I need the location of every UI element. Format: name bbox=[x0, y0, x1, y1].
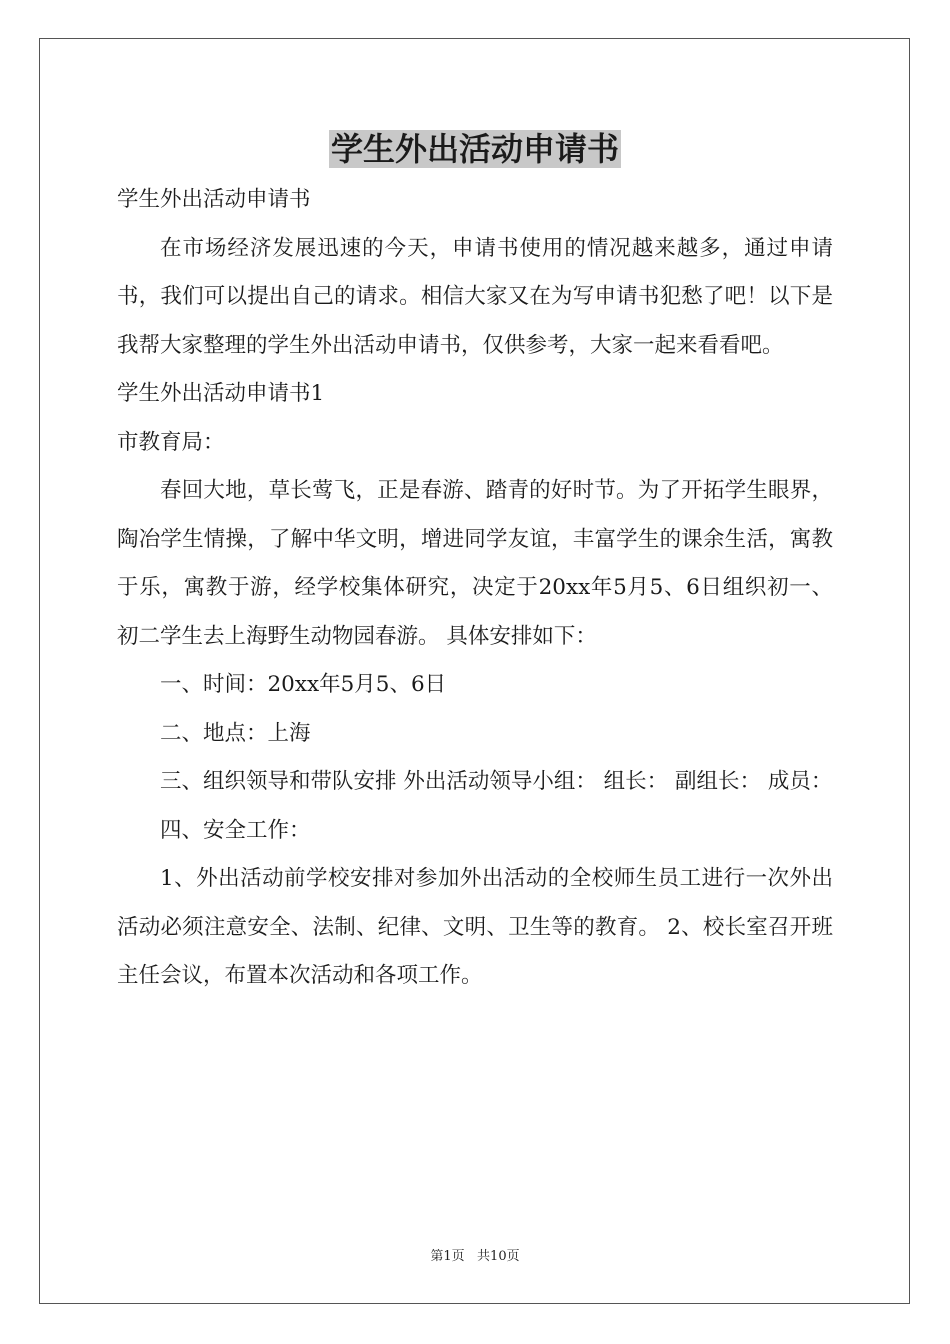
page-number: 第1页 共10页 bbox=[430, 1249, 520, 1264]
paragraph-location: 二、地点：上海 bbox=[160, 720, 311, 746]
paragraph-subtitle: 学生外出活动申请书 bbox=[117, 187, 311, 212]
paragraph-time: 一、时间：20xx年5月5、6日 bbox=[160, 672, 447, 697]
paragraph-salutation: 市教育局： bbox=[117, 429, 225, 455]
paragraph-organization: 三、组织领导和带队安排 外出活动领导小组： 组长： 副组长： 成员： bbox=[160, 769, 833, 794]
paragraph-heading-1: 学生外出活动申请书1 bbox=[117, 381, 325, 406]
paragraph-body: 春回大地，草长莺飞，正是春游、踏青的好时节。为了开拓学生眼界，陶冶学生情操，了解中华文明，增进同学友谊，丰富学生的课余生活，寓教于乐，寓教于游，经学校集体研究，决定于20xx年5月5、6日组织初一、初二学生去上海野生动物园春游。 具体安排如下： bbox=[117, 478, 833, 649]
page-footer bbox=[0, 1248, 950, 1266]
document-title-text: 学生外出活动申请书 bbox=[330, 130, 619, 168]
document-title bbox=[0, 128, 950, 170]
paragraph-safety-items: 1、外出活动前学校安排对参加外出活动的全校师生员工进行一次外出活动必须注意安全、法制、纪律、文明、卫生等的教育。 2、校长室召开班主任会议，布置本次活动和各项工作。 bbox=[117, 866, 833, 988]
paragraph-intro: 在市场经济发展迅速的今天，申请书使用的情况越来越多，通过申请书，我们可以提出自己的请求。相信大家又在为写申请书犯愁了吧！以下是我帮大家整理的学生外出活动申请书，仅供参考，大家一起来看看吧。 bbox=[117, 235, 833, 358]
paragraph-safety-heading: 四、安全工作： bbox=[160, 817, 311, 843]
document-body bbox=[117, 176, 833, 1001]
